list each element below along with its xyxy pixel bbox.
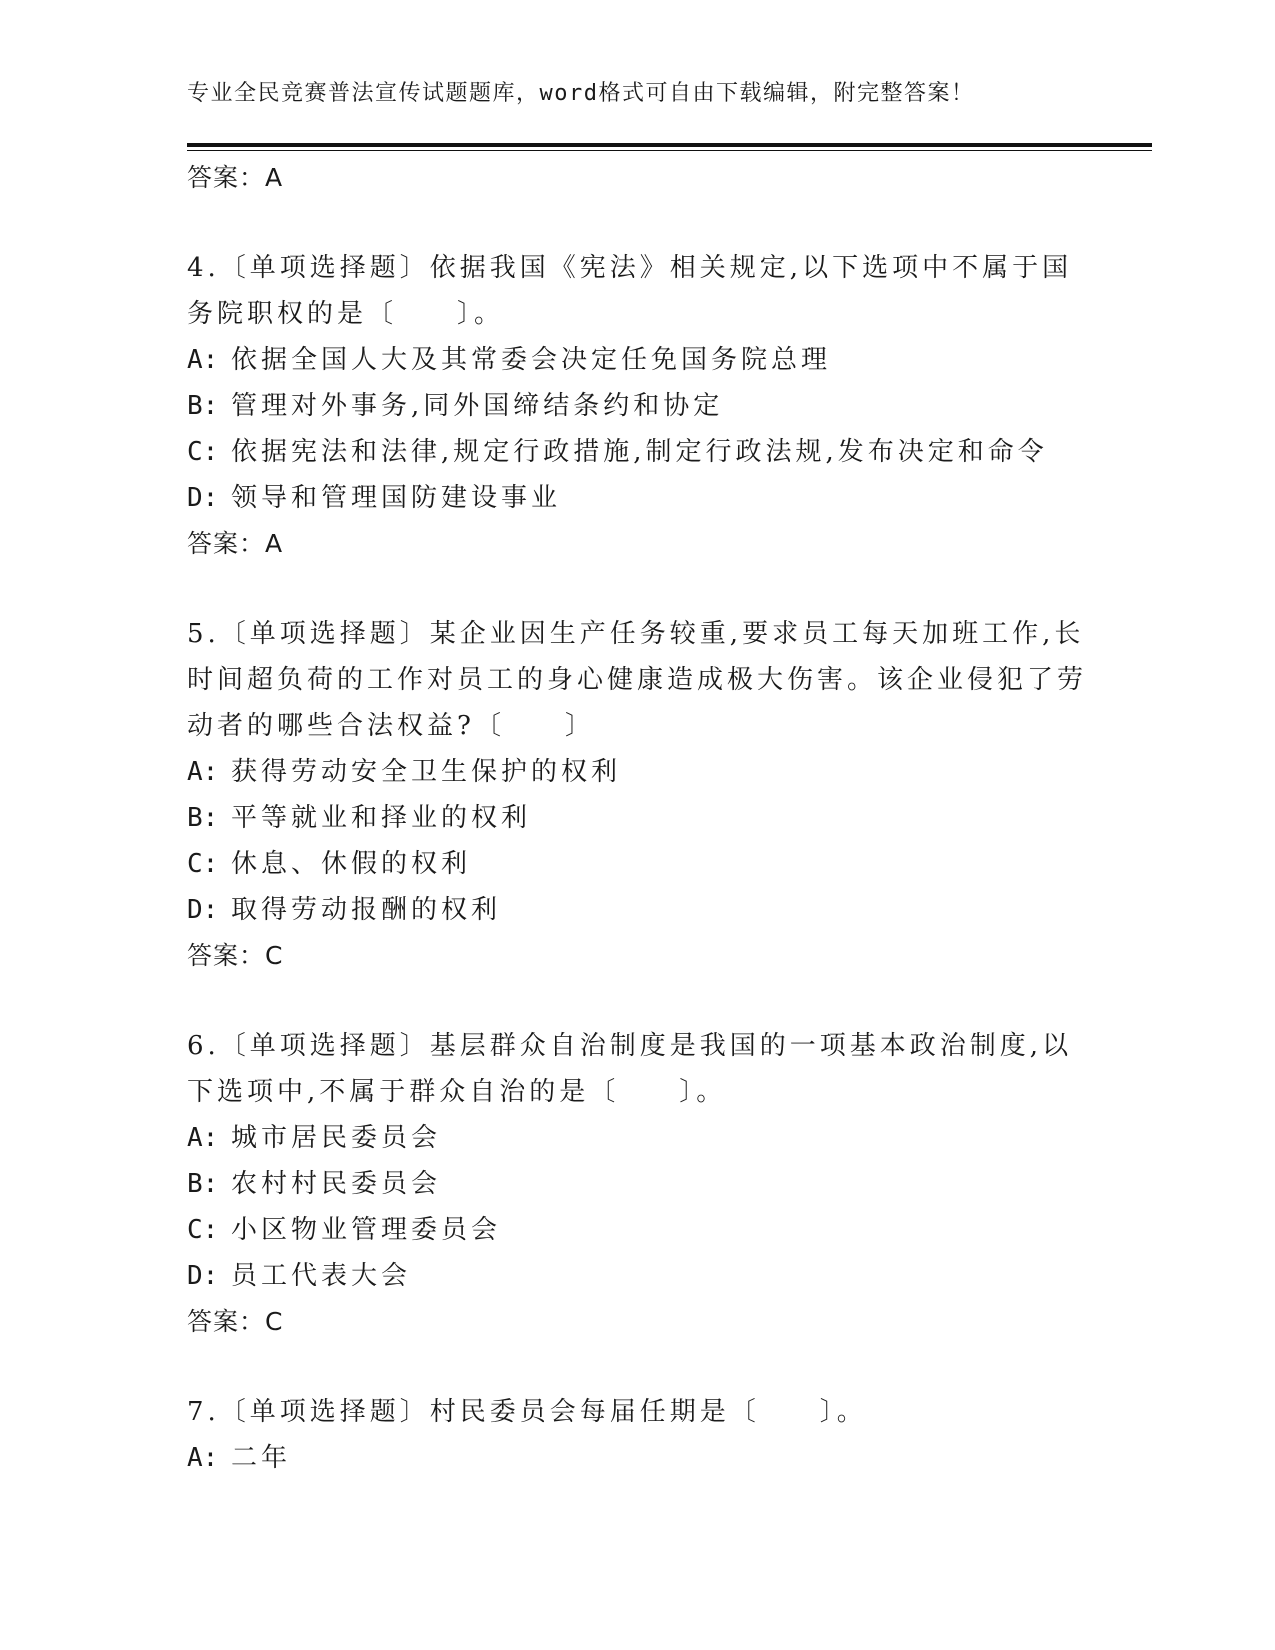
option-text: 农村村民委员会 [231,1169,442,1199]
option-letter: B: [187,803,219,833]
question-4 [187,245,1087,567]
question-stem: 6.〔单项选择题〕基层群众自治制度是我国的一项基本政治制度,以下选项中,不属于群众自治的是〔 〕。 [187,1031,1073,1107]
option-letter: B: [187,1169,219,1199]
option-c [187,841,1087,887]
option-a [187,337,1087,383]
option-letter: A: [187,345,219,375]
page-header: 专业全民竞赛普法宣传试题题库，word格式可自由下载编辑，附完整答案！ [187,81,975,106]
option-text: 平等就业和择业的权利 [231,803,532,833]
option-text: 二年 [231,1443,292,1473]
option-letter: D: [187,483,219,513]
question-7 [187,1389,1087,1481]
option-c [187,1207,1087,1253]
option-text: 取得劳动报酬的权利 [231,895,502,925]
option-text: 获得劳动安全卫生保护的权利 [231,757,622,787]
option-d [187,475,1087,521]
option-letter: D: [187,1261,219,1291]
question-stem: 4.〔单项选择题〕依据我国《宪法》相关规定,以下选项中不属于国务院职权的是〔 〕。 [187,253,1073,329]
option-letter: C: [187,1215,219,1245]
option-b [187,383,1087,429]
option-text: 管理对外事务,同外国缔结条约和协定 [231,391,724,421]
answer-line: 答案：C [187,941,284,970]
option-text: 依据全国人大及其常委会决定任免国务院总理 [231,345,832,375]
header-rule-thin [187,150,1152,151]
option-letter: D: [187,895,219,925]
option-a [187,749,1087,795]
answer-line: 答案：A [187,529,284,558]
answer-line: 答案：A [187,163,284,192]
option-d [187,887,1087,933]
option-d [187,1253,1087,1299]
option-text: 城市居民委员会 [231,1123,442,1153]
question-stem: 5.〔单项选择题〕某企业因生产任务较重,要求员工每天加班工作,长时间超负荷的工作对员工的身心健康造成极大伤害。该企业侵犯了劳动者的哪些合法权益?〔 〕 [187,619,1088,741]
option-text: 领导和管理国防建设事业 [231,483,562,513]
question-5 [187,611,1087,979]
option-a [187,1435,1087,1481]
option-letter: A: [187,1443,219,1473]
option-b [187,795,1087,841]
option-c [187,429,1087,475]
header-rule-thick [187,143,1152,147]
option-a [187,1115,1087,1161]
option-text: 小区物业管理委员会 [231,1215,502,1245]
option-letter: B: [187,391,219,421]
option-letter: A: [187,757,219,787]
option-letter: A: [187,1123,219,1153]
document-body [187,155,1087,1481]
option-letter: C: [187,437,219,467]
question-stem: 7.〔单项选择题〕村民委员会每届任期是〔 〕。 [187,1397,867,1427]
answer-line: 答案：C [187,1307,284,1336]
option-letter: C: [187,849,219,879]
option-b [187,1161,1087,1207]
option-text: 依据宪法和法律,规定行政措施,制定行政法规,发布决定和命令 [231,437,1048,467]
question-6 [187,1023,1087,1345]
option-text: 休息、休假的权利 [231,849,472,879]
option-text: 员工代表大会 [231,1261,412,1291]
